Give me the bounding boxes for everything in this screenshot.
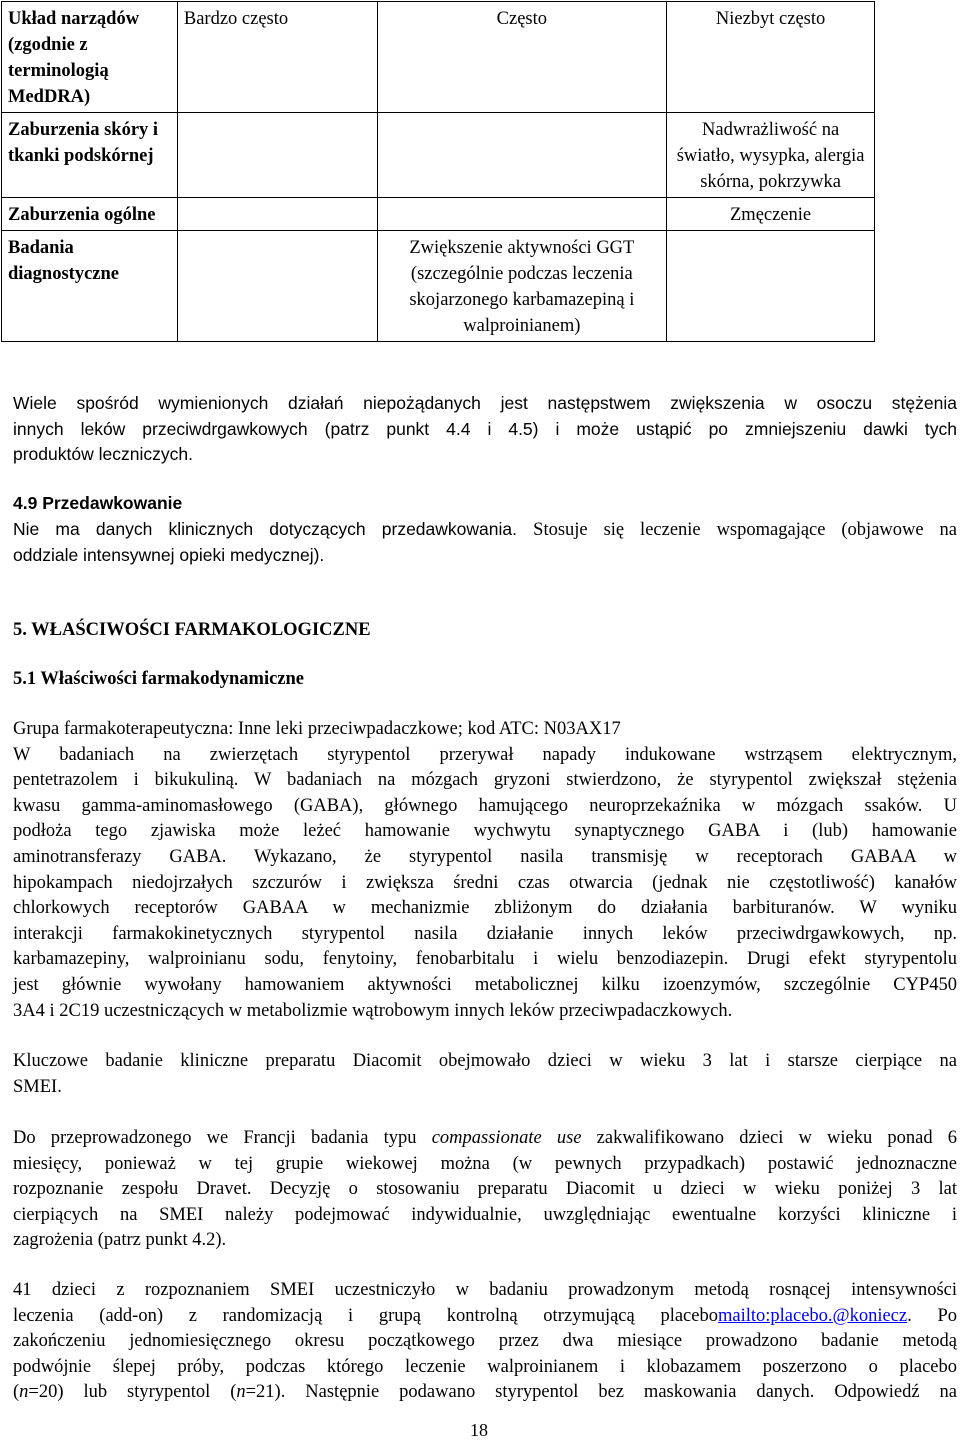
emphasis-text: n	[19, 1382, 29, 1403]
table-header-row	[2, 2, 875, 113]
paragraph-text: =21).	[245, 1382, 286, 1403]
section-5-1-body	[13, 717, 957, 1024]
table-row	[2, 198, 875, 231]
paragraph-text: zakwalifikowano dzieci w wieku ponad 6	[596, 1128, 958, 1148]
common-cell	[377, 198, 667, 231]
paragraph-text: Następnie podawano styrypentol bez maskowania danych. Odpowiedź na	[305, 1382, 957, 1403]
paragraph-line: jest głównie wywołany hamowaniem aktywności metabolicznej kilku izoenzymów, szczególnie CYP450	[13, 974, 957, 995]
common-cell: Zwiększenie aktywności GGT (szczególnie podczas leczenia skojarzonego karbamazepiną i walproinianem)	[377, 231, 667, 342]
paragraph-line: pentetrazolem i bikukuliną. W badaniach na mózgach gryzoni stwierdzono, że styrypentol zwiększał stężenia	[13, 770, 957, 791]
adverse-reactions-table	[1, 1, 875, 342]
table-row	[2, 231, 875, 342]
emphasis-text: n	[236, 1382, 246, 1403]
paragraph-line: W badaniach na zwierzętach styrypentol przerywał napady indukowane wstrząsem elektrycznym,	[13, 744, 957, 765]
paragraph-line: chlorkowych receptorów GABAA w mechanizmie zbliżonym do działania barbituranów. W wyniku	[13, 898, 957, 919]
paragraph-line: zakończeniu jednomiesięcznego okresu początkowego przez dwa miesiące prowadzono badanie metodą	[13, 1331, 957, 1352]
paragraph-france-study	[13, 1126, 957, 1254]
paragraph-text: Stosuje się leczenie wspomagające (objawowe na	[533, 519, 957, 540]
header-very-common: Bardzo często	[177, 2, 377, 113]
very-common-cell	[177, 198, 377, 231]
paragraph-line: 3A4 i 2C19 uczestniczących w metabolizmie wątrobowym innych leków przeciwpadaczkowych.	[13, 1000, 733, 1021]
uncommon-cell: Nadwrażliwość na światło, wysypka, alergia skórna, pokrzywka	[667, 113, 875, 198]
section-5-heading: 5. WŁAŚCIWOŚCI FARMAKOLOGICZNE	[13, 620, 371, 640]
paragraph-line: rozpoznanie zespołu Dravet. Decyzję o stosowaniu preparatu Diacomit u dzieci w wieku poniżej 3 lat	[13, 1179, 957, 1200]
paragraph-line: aminotransferazy GABA. Wykazano, że styrypentol nasila transmisję w receptorach GABAA w	[13, 846, 957, 867]
emphasis-text: compassionate use	[431, 1128, 582, 1148]
paragraph-line: interakcji farmakokinetycznych styrypentol nasila działanie innych leków przeciwdrgawkowych, np.	[13, 923, 957, 944]
paragraph-line: karbamazepiny, walproinianu sodu, fenytoiny, fenobarbitalu i wielu benzodiazepin. Drugi efekt styrypentolu	[13, 949, 957, 970]
section-heading: 4.9 Przedawkowanie	[13, 493, 183, 513]
paragraph-key-study	[13, 1049, 957, 1100]
paragraph-line: cierpiących na SMEI należy podejmować indywidualnie, uwzględniając ewentualne korzyści kliniczne i	[13, 1204, 957, 1225]
paragraph-text: Do przeprowadzonego we Francji badania typu	[13, 1128, 417, 1148]
organ-cell: Zaburzenia ogólne	[2, 198, 178, 231]
paragraph-text: =20) lub styrypentol (	[28, 1382, 237, 1403]
paragraph-line: (n=20) lub styrypentol (n=21). Następnie podawano styrypentol bez maskowania danych. Odpowiedź na	[13, 1382, 957, 1403]
header-common: Często	[377, 2, 667, 113]
section-4-9	[13, 491, 957, 569]
uncommon-cell: Zmęczenie	[667, 198, 875, 231]
paragraph-line: oddziale intensywnej opieki medycznej).	[13, 545, 325, 566]
very-common-cell	[177, 113, 377, 198]
paragraph-41-children	[13, 1278, 957, 1406]
paragraph-line	[13, 1304, 957, 1330]
paragraph-line	[13, 517, 957, 544]
placebo-mailto-link[interactable]: mailto:placebo.@koniecz	[717, 1305, 908, 1326]
paragraph-line: 41 dzieci z rozpoznaniem SMEI uczestniczyło w badaniu prowadzonym metodą rosnącej intensywności	[13, 1280, 957, 1300]
atc-line: Grupa farmakoterapeutyczna: Inne leki przeciwpadaczkowe; kod ATC: N03AX17	[13, 719, 621, 739]
paragraph-line: Kluczowe badanie kliniczne preparatu Diacomit obejmowało dzieci w wieku 3 lat i starsze cierpiące na	[13, 1051, 957, 1071]
paragraph-line: hipokampach niedojrzałych szczurów i zwiększa średni czas otwarcia (jednak nie częstotliwość) kanałów	[13, 872, 957, 893]
common-cell	[377, 113, 667, 198]
organ-cell: Zaburzenia skóry i tkanki podskórnej	[2, 113, 178, 198]
header-organ-class: Układ narządów (zgodnie z terminologią MedDRA)	[2, 2, 178, 113]
paragraph-line: podłoża tego zjawiska może leżeć hamowanie wychwytu synaptycznego GABA i (lub) hamowanie	[13, 821, 957, 842]
paragraph-line: produktów leczniczych.	[13, 444, 193, 465]
paragraph-line: miesięcy, ponieważ w tej grupie wiekowej można (w pewnych przypadkach) postawić jednoznaczne	[13, 1153, 957, 1174]
paragraph-line: podwójnie ślepej próby, podczas którego leczenie walproinianem i klobazamem poszerzono o placebo	[13, 1356, 957, 1377]
paragraph-text: leczenia (add-on) z randomizacją i grupą kontrolną otrzymującą placebo	[13, 1305, 718, 1326]
paragraph-line: Wiele spośród wymienionych działań niepożądanych jest następstwem zwiększenia w osoczu stężenia	[13, 393, 957, 413]
paragraph-after-table	[13, 391, 957, 468]
paragraph-text: . Po	[907, 1305, 957, 1326]
organ-cell: Badania diagnostyczne	[2, 231, 178, 342]
paragraph-text: Nie ma danych klinicznych dotyczących przedawkowania.	[13, 518, 517, 539]
uncommon-cell	[667, 231, 875, 342]
paragraph-line	[13, 1126, 957, 1152]
header-uncommon: Niezbyt często	[667, 2, 875, 113]
section-5-1-heading: 5.1 Właściwości farmakodynamiczne	[13, 669, 305, 689]
paragraph-line: zagrożenia (patrz punkt 4.2).	[13, 1230, 227, 1251]
page-number: 18	[470, 1420, 488, 1440]
table-row	[2, 113, 875, 198]
paragraph-line: SMEI.	[13, 1076, 62, 1097]
paragraph-line: kwasu gamma-aminomasłowego (GABA), głównego hamującego neuroprzekaźnika w mózgach ssaków. U	[13, 795, 957, 816]
very-common-cell	[177, 231, 377, 342]
paragraph-line: innych leków przeciwdrgawkowych (patrz punkt 4.4 i 4.5) i może ustąpić po zmniejszeniu dawki tych	[13, 418, 957, 439]
